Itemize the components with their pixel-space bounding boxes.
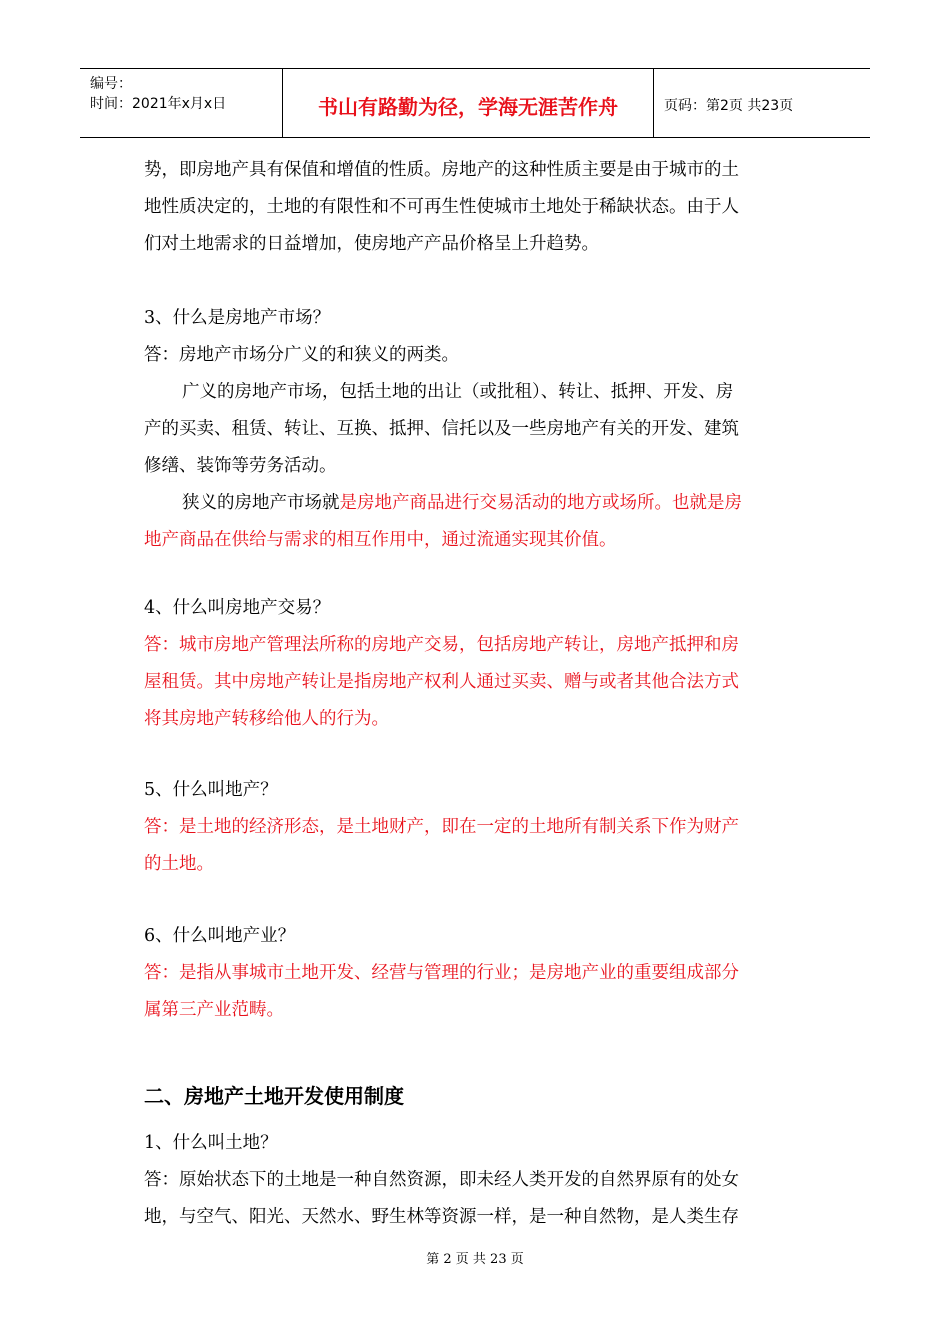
answer-text: 的土地。: [144, 854, 214, 874]
question-3: [144, 300, 810, 559]
narrow-prefix: 狭义的房地产市场就: [182, 493, 340, 513]
answer-text: 属第三产业范畴。: [144, 1000, 284, 1020]
answer-text: 答：是土地的经济形态，是土地财产，即在一定的土地所有制关系下作为财产: [144, 817, 739, 837]
text-line: 广义的房地产市场，包括土地的出让（或批租）、转让、抵押、开发、房: [182, 382, 734, 402]
header-page-label: 页码：第2页 共23页: [664, 98, 794, 114]
answer-text: 答：原始状态下的土地是一种自然资源，即未经人类开发的自然界原有的处女: [144, 1170, 739, 1190]
answer-text: 答：房地产市场分广义的和狭义的两类。: [144, 345, 459, 365]
question-title: 6、什么叫地产业？: [144, 926, 296, 946]
text-line: 地性质决定的，土地的有限性和不可再生性使城市土地处于稀缺状态。由于人: [144, 197, 739, 217]
question-title: 4、什么叫房地产交易？: [144, 598, 331, 618]
highlighted-text: 是房地产商品进行交易活动的地方或场所。也就是房: [339, 493, 742, 513]
text-line: 们对土地需求的日益增加，使房地产产品价格呈上升趋势。: [144, 234, 599, 254]
page-footer: 第 2 页 共 23 页: [426, 1252, 524, 1267]
question-6: [144, 918, 810, 1029]
header-motto: 书山有路勤为径，学海无涯苦作舟: [318, 95, 618, 119]
paragraph-continued: [144, 152, 810, 263]
text-line: 产的买卖、租赁、转让、互换、抵押、信托以及一些房地产有关的开发、建筑: [144, 419, 739, 439]
header-page-cell: [654, 69, 870, 137]
document-time-label: 时间：2021年x月x日: [90, 96, 227, 112]
text-line: 修缮、装饰等劳务活动。: [144, 456, 337, 476]
header-meta-cell: [80, 69, 280, 137]
question-5: [144, 772, 810, 883]
text-line: 势，即房地产具有保值和增值的性质。房地产的这种性质主要是由于城市的土: [144, 160, 739, 180]
question-title: 1、什么叫土地？: [144, 1133, 278, 1153]
answer-text: 答：是指从事城市土地开发、经营与管理的行业；是房地产业的重要组成部分: [144, 963, 739, 983]
question-title: 3、什么是房地产市场？: [144, 308, 331, 328]
section-heading: 二、房地产土地开发使用制度: [144, 1084, 404, 1108]
answer-text: 将其房地产转移给他人的行为。: [144, 709, 389, 729]
answer-text: 屋租赁。其中房地产转让是指房地产权利人通过买卖、赠与或者其他合法方式: [144, 672, 739, 692]
question-title: 5、什么叫地产？: [144, 780, 278, 800]
section2-question-1: [144, 1125, 810, 1236]
header-motto-cell: [282, 69, 654, 137]
answer-text: 答：城市房地产管理法所称的房地产交易，包括房地产转让，房地产抵押和房: [144, 635, 739, 655]
question-4: [144, 590, 810, 738]
text-line: 地，与空气、阳光、天然水、野生林等资源一样，是一种自然物，是人类生存: [144, 1207, 739, 1227]
document-number-label: 编号：: [90, 76, 132, 92]
page-header: [80, 68, 870, 138]
text-line: [144, 485, 810, 522]
highlighted-text: 地产商品在供给与需求的相互作用中，通过流通实现其价值。: [144, 530, 617, 550]
